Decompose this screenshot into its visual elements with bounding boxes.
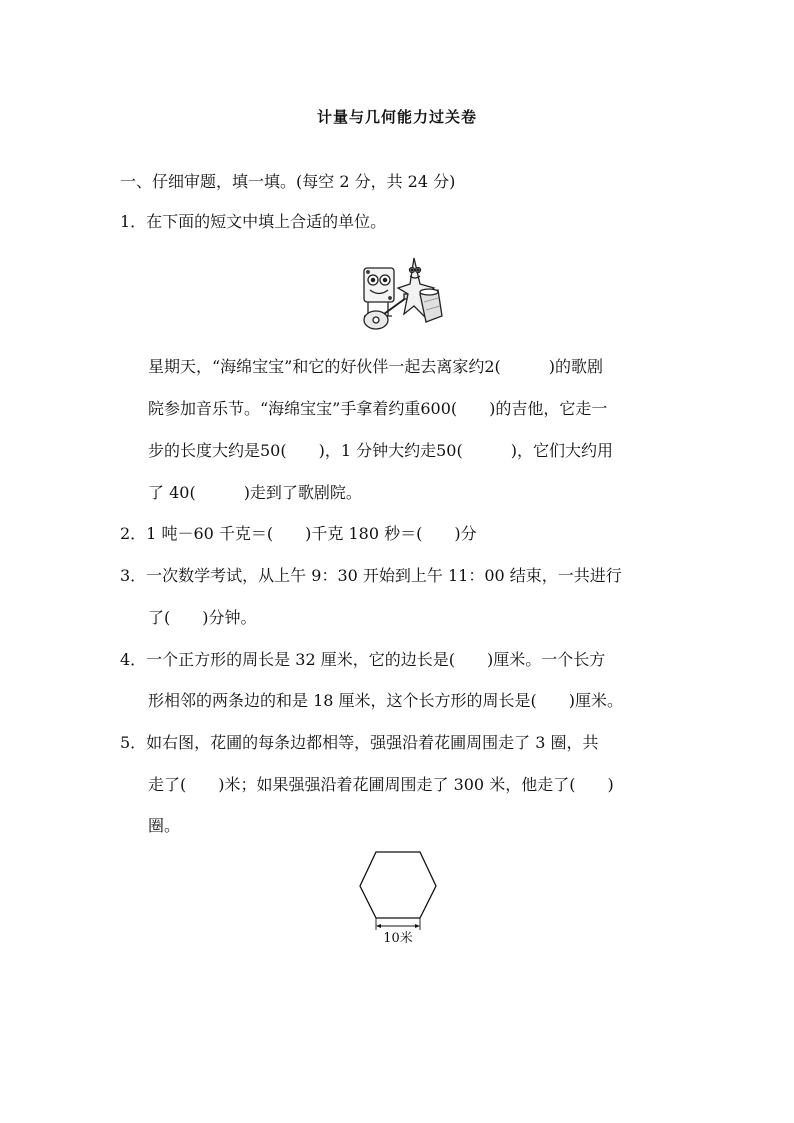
question-3-line: 了( )分钟。	[148, 608, 257, 627]
hexagon-garden-figure	[352, 846, 444, 946]
page-title: 计量与几何能力过关卷	[316, 108, 477, 126]
question-5-line: 5．如右图，花圃的每条边都相等，强强沿着花圃周围走了 3 圈，共	[120, 733, 599, 752]
question-5-line: 走了( )米；如果强强沿着花圃周围走了 300 米，他走了( )	[148, 775, 614, 794]
passage-line: 了 40( )走到了歌剧院。	[148, 483, 362, 502]
cartoon-characters-illustration	[354, 254, 446, 334]
question-4-line: 4．一个正方形的周长是 32 厘米，它的边长是( )厘米。一个长方	[120, 650, 606, 669]
question-1-stem: 1．在下面的短文中填上合适的单位。	[120, 212, 387, 231]
question-4-line: 形相邻的两条边的和是 18 厘米，这个长方形的周长是( )厘米。	[148, 691, 624, 710]
passage-line: 步的长度大约是50( )，1 分钟大约走50( )，它们大约用	[148, 441, 613, 460]
hexagon-shape	[360, 852, 436, 918]
passage-line: 星期天，“海绵宝宝”和它的好伙伴一起去离家约2( )的歌剧	[148, 357, 604, 376]
question-3-line: 3．一次数学考试，从上午 9：30 开始到上午 11：00 结束，一共进行	[120, 566, 622, 585]
question-2: 2．1 吨－60 千克＝( )千克 180 秒＝( )分	[120, 524, 477, 543]
question-5-line: 圈。	[148, 816, 181, 835]
section-heading: 一、仔细审题，填一填。(每空 2 分，共 24 分)	[120, 172, 456, 191]
passage-line: 院参加音乐节。“海绵宝宝”手拿着约重600( )的吉他，它走一	[148, 399, 608, 418]
side-length-label: 10米	[383, 931, 413, 946]
